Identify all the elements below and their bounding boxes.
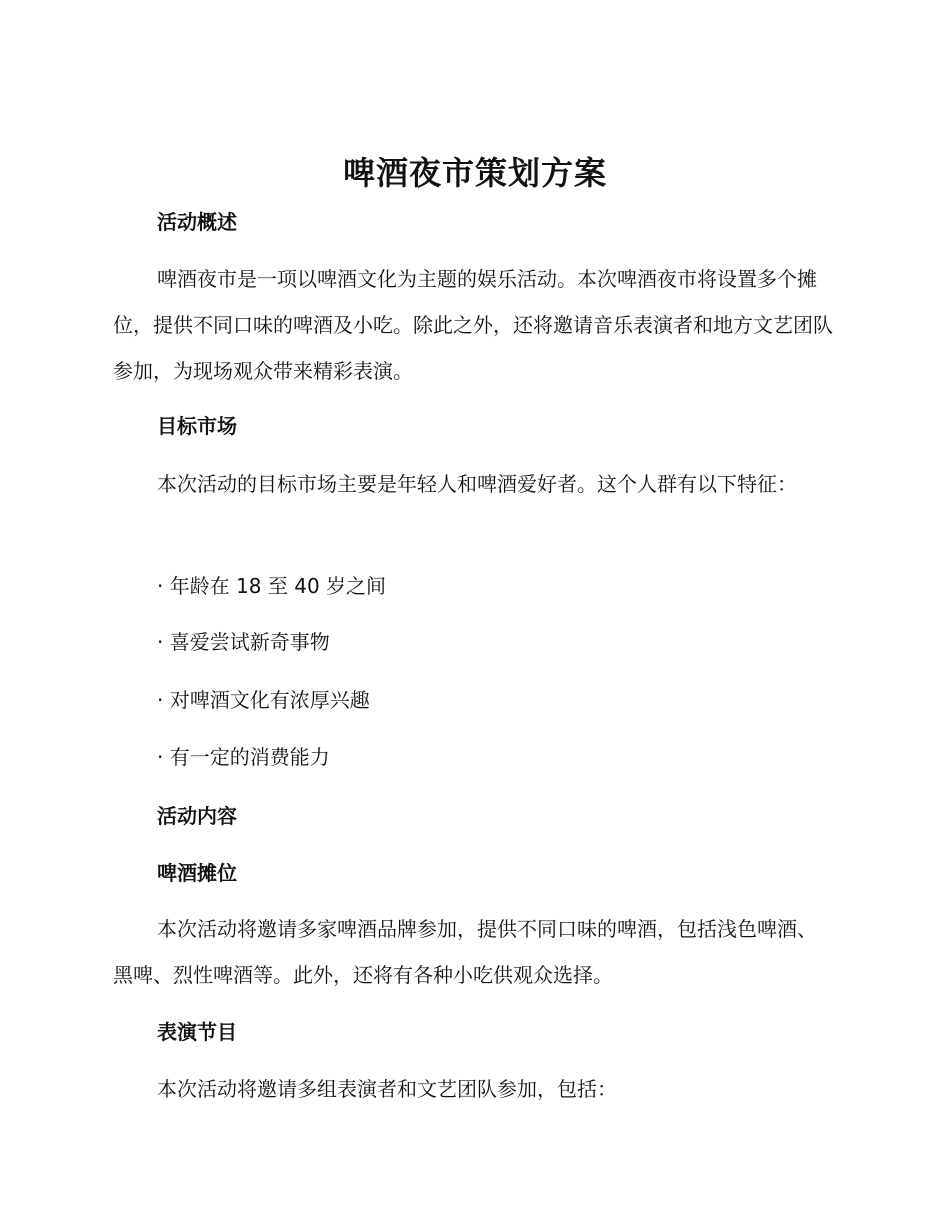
paragraph-overview: 啤酒夜市是一项以啤酒文化为主题的娱乐活动。本次啤酒夜市将设置多个摊位，提供不同口味的啤酒及小吃。除此之外，还将邀请音乐表演者和地方文艺团队参加，为现场观众带来精彩表演。 [113, 267, 833, 383]
section-heading-target-market: 目标市场 [157, 414, 237, 438]
section-heading-overview: 活动概述 [157, 210, 237, 234]
paragraph-beer-stalls: 本次活动将邀请多家啤酒品牌参加，提供不同口味的啤酒，包括浅色啤酒、黑啤、烈性啤酒等。此外，还将有各种小吃供观众选择。 [113, 917, 817, 987]
bullet-item: · 年龄在 18 至 40 岁之间 [157, 574, 387, 598]
paragraph-target-market: 本次活动的目标市场主要是年轻人和啤酒爱好者。这个人群有以下特征： [157, 472, 797, 496]
bullet-item: · 对啤酒文化有浓厚兴趣 [157, 688, 370, 712]
section-heading-beer-stalls: 啤酒摊位 [157, 861, 237, 885]
document-title: 啤酒夜市策划方案 [342, 154, 607, 192]
bullet-item: · 喜爱尝试新奇事物 [157, 630, 330, 654]
section-heading-performances: 表演节目 [157, 1020, 237, 1044]
paragraph-performances: 本次活动将邀请多组表演者和文艺团队参加，包括： [157, 1077, 617, 1101]
section-heading-content: 活动内容 [157, 804, 237, 828]
bullet-item: · 有一定的消费能力 [157, 745, 330, 769]
